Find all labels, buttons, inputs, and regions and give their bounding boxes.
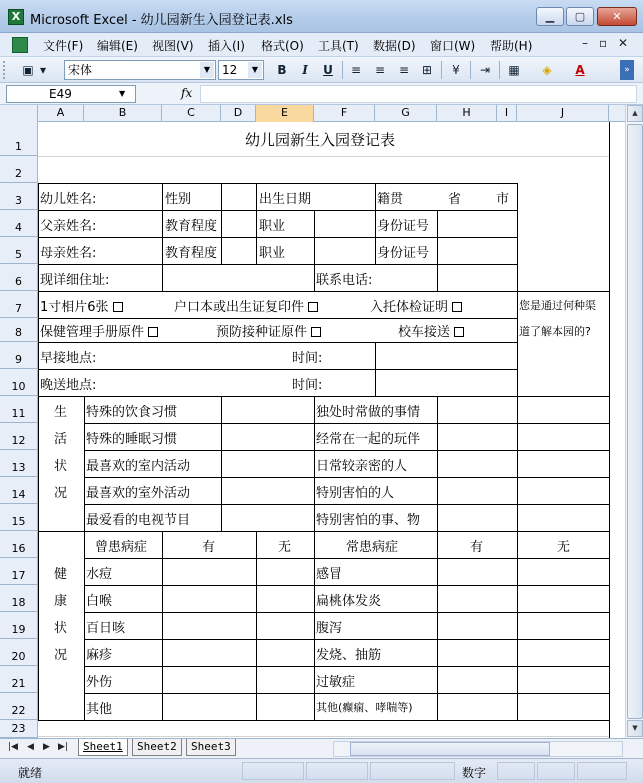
italic-button[interactable]: I bbox=[302, 63, 308, 77]
column-header-d[interactable]: D bbox=[221, 105, 256, 122]
row-header[interactable]: 13 bbox=[0, 450, 38, 477]
checkbox-icon[interactable] bbox=[452, 302, 462, 312]
common-disease-item[interactable]: 其他(癫痫、哮喘等) bbox=[316, 701, 413, 714]
horizontal-scroll-thumb[interactable] bbox=[350, 742, 550, 756]
past-disease-item[interactable]: 麻疹 bbox=[86, 648, 113, 663]
health-status-char[interactable]: 健 bbox=[54, 567, 68, 582]
menu-help[interactable]: 帮助(H) bbox=[490, 39, 533, 53]
formula-bar bbox=[0, 83, 643, 105]
row-header[interactable]: 15 bbox=[0, 504, 38, 531]
row-header[interactable]: 23 bbox=[0, 720, 38, 738]
checkbox-icon[interactable] bbox=[308, 302, 318, 312]
chevron-down-icon[interactable]: ▼ bbox=[248, 62, 262, 78]
mother-id-label[interactable]: 身份证号 bbox=[377, 246, 430, 261]
toolbar-grip[interactable] bbox=[3, 61, 6, 79]
column-header-c[interactable]: C bbox=[162, 105, 221, 122]
align-right-icon[interactable]: ≡ bbox=[398, 63, 410, 77]
menu-file[interactable]: 文件(F) bbox=[43, 39, 84, 53]
status-ready: 就绪 bbox=[18, 766, 43, 780]
column-header-h[interactable]: H bbox=[437, 105, 497, 122]
morning-time-label[interactable]: 时间: bbox=[292, 351, 323, 366]
column-header-a[interactable]: A bbox=[38, 105, 84, 122]
checkbox-icon[interactable] bbox=[148, 327, 158, 337]
toolbar-separator bbox=[441, 61, 442, 79]
checkbox-icon[interactable] bbox=[311, 327, 321, 337]
evening-time-label[interactable]: 时间: bbox=[292, 378, 323, 393]
common-disease-item[interactable]: 腹泻 bbox=[316, 621, 343, 636]
habit-right[interactable]: 特别害怕的事、物 bbox=[316, 513, 421, 528]
row-header[interactable]: 4 bbox=[0, 210, 38, 237]
row-header[interactable]: 6 bbox=[0, 264, 38, 291]
borders-icon[interactable]: ▦ bbox=[508, 63, 520, 77]
toolbar-separator bbox=[499, 61, 500, 79]
status-panel bbox=[537, 762, 575, 780]
father-education-label[interactable]: 教育程度 bbox=[165, 219, 218, 234]
row-header[interactable]: 19 bbox=[0, 612, 38, 639]
habit-right[interactable]: 独处时常做的事情 bbox=[316, 405, 421, 420]
morning-pickup-label[interactable]: 早接地点: bbox=[40, 351, 97, 366]
column-header-j[interactable]: J bbox=[517, 105, 609, 122]
fill-color-icon[interactable]: ◈ bbox=[542, 63, 552, 77]
row-header[interactable]: 9 bbox=[0, 342, 38, 369]
how-known-line1[interactable]: 您是通过何种渠 bbox=[519, 299, 596, 312]
common-disease-item[interactable]: 发烧、抽筋 bbox=[316, 648, 382, 663]
select-all-corner[interactable] bbox=[0, 105, 38, 122]
row-header[interactable]: 5 bbox=[0, 237, 38, 264]
habit-left[interactable]: 特殊的饮食习惯 bbox=[86, 405, 178, 420]
column-header-e[interactable]: E bbox=[256, 105, 314, 122]
habit-right[interactable]: 特别害怕的人 bbox=[316, 486, 395, 501]
workbook-icon[interactable] bbox=[12, 37, 28, 53]
photo-item[interactable]: 1寸相片6张 bbox=[40, 296, 123, 315]
vaccine-item[interactable]: 预防接种证原件 bbox=[216, 321, 321, 340]
menu-edit[interactable]: 编辑(E) bbox=[97, 39, 138, 53]
bus-item[interactable]: 校车接送 bbox=[398, 321, 464, 340]
menu-view[interactable]: 视图(V) bbox=[152, 39, 194, 53]
province-label[interactable]: 省 bbox=[448, 192, 462, 207]
status-panel bbox=[306, 762, 368, 780]
row-header[interactable]: 20 bbox=[0, 639, 38, 666]
font-select[interactable] bbox=[64, 60, 216, 80]
cell-reference: E49 bbox=[49, 87, 72, 101]
health-status-char[interactable]: 康 bbox=[54, 594, 68, 609]
underline-button[interactable]: U bbox=[323, 63, 333, 77]
status-panel bbox=[370, 762, 455, 780]
title-bar bbox=[0, 0, 643, 33]
row-header[interactable]: 14 bbox=[0, 477, 38, 504]
row-header[interactable]: 2 bbox=[0, 156, 38, 183]
chevron-down-icon[interactable]: ▼ bbox=[119, 89, 126, 98]
life-status-char[interactable]: 状 bbox=[54, 459, 68, 474]
first-sheet-icon[interactable]: |◀ bbox=[8, 742, 18, 752]
tab-sheet1[interactable]: Sheet1 bbox=[78, 739, 128, 756]
evening-drop-label[interactable]: 晚送地点: bbox=[40, 378, 97, 393]
horizontal-scrollbar[interactable] bbox=[333, 741, 623, 757]
menu-insert[interactable]: 插入(I) bbox=[208, 39, 245, 53]
font-size-select[interactable] bbox=[218, 60, 264, 80]
column-headers bbox=[0, 105, 625, 122]
doc-close-icon[interactable]: ✕ bbox=[618, 36, 629, 50]
row-header[interactable]: 1 bbox=[0, 122, 38, 156]
align-left-icon[interactable]: ≡ bbox=[350, 63, 362, 77]
habit-left[interactable]: 特殊的睡眠习惯 bbox=[86, 432, 178, 447]
column-header-i[interactable]: I bbox=[497, 105, 517, 122]
common-yes-header[interactable]: 有 bbox=[470, 540, 484, 555]
status-panel bbox=[242, 762, 304, 780]
health-status-char[interactable]: 况 bbox=[54, 648, 68, 663]
phone-label[interactable]: 联系电话: bbox=[316, 273, 373, 288]
last-sheet-icon[interactable]: ▶| bbox=[58, 742, 68, 752]
scroll-thumb[interactable] bbox=[627, 124, 643, 719]
column-header-b[interactable]: B bbox=[84, 105, 162, 122]
city-label[interactable]: 市 bbox=[496, 192, 510, 207]
health-status-char[interactable]: 状 bbox=[54, 621, 68, 636]
formula-input[interactable] bbox=[200, 85, 637, 103]
common-disease-item[interactable]: 过敏症 bbox=[316, 675, 356, 690]
father-name-label[interactable]: 父亲姓名: bbox=[40, 219, 97, 234]
menu-window[interactable]: 窗口(W) bbox=[430, 39, 476, 53]
past-disease-item[interactable]: 其他 bbox=[86, 702, 113, 717]
how-known-line2[interactable]: 道了解本园的? bbox=[519, 325, 591, 338]
habit-right[interactable]: 日常较亲密的人 bbox=[316, 459, 408, 474]
row-header[interactable]: 3 bbox=[0, 183, 38, 210]
status-num-lock: 数字 bbox=[462, 766, 487, 780]
close-button[interactable]: ✕ bbox=[597, 7, 637, 26]
mother-occupation-label[interactable]: 职业 bbox=[259, 246, 286, 261]
status-panel bbox=[497, 762, 535, 780]
next-sheet-icon[interactable]: ▶ bbox=[43, 742, 50, 752]
column-header-g[interactable]: G bbox=[375, 105, 437, 122]
mother-name-label[interactable]: 母亲姓名: bbox=[40, 246, 97, 261]
past-disease-item[interactable]: 水痘 bbox=[86, 567, 113, 582]
toolbar-options-icon[interactable]: ▾ bbox=[39, 63, 47, 77]
habit-left[interactable]: 最喜欢的室内活动 bbox=[86, 459, 191, 474]
formatting-toolbar bbox=[0, 57, 643, 83]
common-disease-item[interactable]: 扁桃体发炎 bbox=[316, 594, 382, 609]
life-status-char[interactable]: 活 bbox=[54, 432, 68, 447]
tab-sheet2[interactable]: Sheet2 bbox=[132, 739, 182, 756]
past-disease-item[interactable]: 外伤 bbox=[86, 675, 113, 690]
native-label[interactable]: 籍贯 bbox=[377, 192, 404, 207]
sheet-tab-bar bbox=[0, 738, 643, 758]
save-icon[interactable]: ▣ bbox=[22, 63, 34, 77]
health-cert-item[interactable]: 入托体检证明 bbox=[370, 296, 462, 315]
doc-restore-icon[interactable]: ▫ bbox=[599, 36, 608, 50]
indent-icon[interactable]: ⇥ bbox=[479, 63, 491, 77]
past-no-header[interactable]: 无 bbox=[278, 540, 292, 555]
gridline bbox=[38, 156, 609, 157]
font-color-icon[interactable]: A bbox=[575, 63, 585, 77]
menu-bar bbox=[0, 33, 643, 57]
mother-education-label[interactable]: 教育程度 bbox=[165, 246, 218, 261]
row-header[interactable]: 11 bbox=[0, 396, 38, 423]
worksheet-grid[interactable] bbox=[0, 105, 625, 738]
address-label[interactable]: 现详细住址: bbox=[40, 273, 110, 288]
life-status-char[interactable]: 生 bbox=[54, 405, 68, 420]
maximize-button[interactable]: ▢ bbox=[566, 7, 594, 26]
menu-data[interactable]: 数据(D) bbox=[373, 39, 416, 53]
father-occupation-label[interactable]: 职业 bbox=[259, 219, 286, 234]
habit-left[interactable]: 最喜欢的室外活动 bbox=[86, 486, 191, 501]
doc-minimize-icon[interactable]: – bbox=[582, 36, 588, 50]
common-disease-header[interactable]: 常患病症 bbox=[346, 540, 399, 555]
row-header[interactable]: 17 bbox=[0, 558, 38, 585]
font-value: 宋体 bbox=[68, 63, 93, 77]
row-header[interactable]: 7 bbox=[0, 291, 38, 318]
row-header[interactable]: 8 bbox=[0, 318, 38, 342]
prev-sheet-icon[interactable]: ◀ bbox=[27, 742, 34, 752]
font-size-value: 12 bbox=[222, 63, 238, 77]
tab-sheet3[interactable]: Sheet3 bbox=[186, 739, 236, 756]
row-header[interactable]: 18 bbox=[0, 585, 38, 612]
currency-format-icon[interactable]: ¥ bbox=[452, 63, 460, 77]
birth-date-label[interactable]: 出生日期 bbox=[259, 192, 312, 207]
bold-button[interactable]: B bbox=[277, 63, 287, 77]
gridline bbox=[609, 122, 610, 738]
common-no-header[interactable]: 无 bbox=[557, 540, 571, 555]
minimize-button[interactable]: ▁ bbox=[536, 7, 564, 26]
toolbar-separator bbox=[342, 61, 343, 79]
past-disease-header[interactable]: 曾患病症 bbox=[95, 540, 148, 555]
past-disease-item[interactable]: 百日咳 bbox=[86, 621, 126, 636]
name-box[interactable] bbox=[6, 85, 136, 103]
row-header[interactable]: 16 bbox=[0, 531, 38, 558]
excel-icon[interactable]: X bbox=[8, 9, 24, 25]
toolbar-overflow-icon[interactable]: » bbox=[620, 60, 634, 80]
row-header[interactable]: 21 bbox=[0, 666, 38, 693]
gridline bbox=[38, 736, 609, 737]
status-panel bbox=[577, 762, 627, 780]
status-bar bbox=[0, 758, 643, 783]
row-header[interactable]: 12 bbox=[0, 423, 38, 450]
column-header-f[interactable]: F bbox=[314, 105, 375, 122]
household-item[interactable]: 户口本或出生证复印件 bbox=[174, 296, 318, 315]
father-id-label[interactable]: 身份证号 bbox=[377, 219, 430, 234]
vertical-scrollbar[interactable] bbox=[625, 105, 643, 738]
checkbox-icon[interactable] bbox=[454, 327, 464, 337]
align-center-icon[interactable]: ≡ bbox=[374, 63, 386, 77]
menu-format[interactable]: 格式(O) bbox=[261, 39, 304, 53]
row-header[interactable]: 22 bbox=[0, 693, 38, 720]
common-disease-item[interactable]: 感冒 bbox=[316, 567, 343, 582]
row-header[interactable]: 10 bbox=[0, 369, 38, 396]
past-yes-header[interactable]: 有 bbox=[202, 540, 216, 555]
habit-right[interactable]: 经常在一起的玩伴 bbox=[316, 432, 421, 447]
window-title: Microsoft Excel - 幼儿园新生入园登记表.xls bbox=[30, 13, 293, 28]
gender-label[interactable]: 性别 bbox=[165, 192, 192, 207]
checkbox-icon[interactable] bbox=[113, 302, 123, 312]
habit-left[interactable]: 最爱看的电视节目 bbox=[86, 513, 191, 528]
health-manual-item[interactable]: 保健管理手册原件 bbox=[40, 321, 158, 340]
life-status-char[interactable]: 况 bbox=[54, 486, 68, 501]
scroll-up-icon[interactable]: ▲ bbox=[627, 105, 643, 122]
child-name-label[interactable]: 幼儿姓名: bbox=[40, 192, 97, 207]
chevron-down-icon[interactable]: ▼ bbox=[200, 62, 214, 78]
toolbar-separator bbox=[470, 61, 471, 79]
form-title[interactable]: 幼儿园新生入园登记表 bbox=[245, 131, 396, 149]
function-icon[interactable]: fx bbox=[181, 86, 193, 100]
merge-center-icon[interactable]: ⊞ bbox=[421, 63, 433, 77]
menu-tools[interactable]: 工具(T) bbox=[318, 39, 359, 53]
scroll-down-icon[interactable]: ▼ bbox=[627, 720, 643, 737]
past-disease-item[interactable]: 白喉 bbox=[86, 594, 113, 609]
